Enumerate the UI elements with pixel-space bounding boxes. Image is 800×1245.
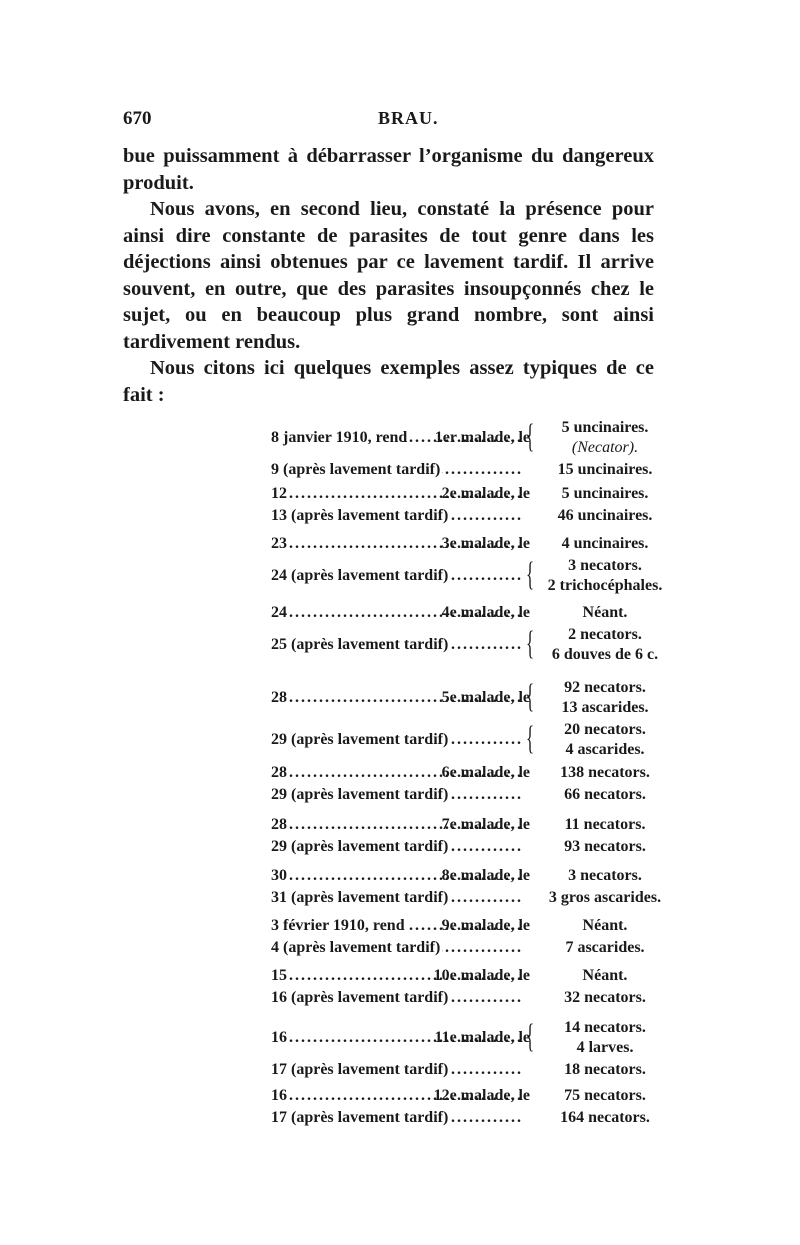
case-date-text: 8 janvier 1910, rend (271, 429, 408, 446)
case-result: Néant. (582, 917, 628, 934)
case-date-first (271, 815, 526, 835)
case-result: Néant. (582, 604, 628, 621)
case-patient: 3e malade, le (441, 535, 530, 552)
case-date-second (271, 988, 526, 1008)
case-date-first (271, 428, 526, 448)
case-result: 66 necators. (564, 786, 646, 803)
case-patient: 10e malade, le (433, 967, 530, 984)
case-date-first (271, 603, 526, 623)
case-result: 2 trichocéphales. (547, 577, 663, 594)
case-date-first (271, 1028, 526, 1048)
case-patient: 5e malade, le (441, 689, 530, 706)
paragraph-1: bue puissamment à débarrasser l’organisme du dangereux produit. (123, 145, 654, 194)
case-patient: 1er malade, le (434, 429, 530, 446)
case-date-text: 24 (271, 604, 287, 621)
case-date-second (271, 635, 526, 655)
case-patient: 7e malade, le (441, 816, 530, 833)
case-result: 20 necators. (564, 721, 646, 738)
page-number: 670 (123, 108, 152, 129)
case-date-text: 16 (271, 1087, 287, 1104)
case-date-text: 3 février 1910, rend (271, 917, 405, 934)
case-date-text: 24 (après lavement tardif) (271, 567, 449, 584)
case-date-text: 17 (après lavement tardif) (271, 1061, 449, 1078)
case-date-text: 29 (après lavement tardif) (271, 838, 449, 855)
paragraph-2: Nous avons, en second lieu, constaté la présence pour ainsi dire constante de parasites de tout genre dans les déjections ainsi obtenues par ce lavement tardif. Il arrive souvent, en outre, que des parasites insoupçonnés chez le sujet, ou en beaucoup plus grand nombre, sont ainsi tardivement rendus. (123, 198, 654, 353)
case-result: (Necator). (571, 439, 639, 456)
case-result: 6 douves de 6 c. (551, 646, 659, 663)
case-patient: 4e malade, le (441, 604, 530, 621)
case-date-second (271, 785, 526, 805)
case-date-second (271, 460, 526, 480)
case-date-first (271, 916, 526, 936)
case-result: 18 necators. (564, 1061, 646, 1078)
case-patient: 12e malade, le (433, 1087, 530, 1104)
case-date-first (271, 966, 526, 986)
case-date-second (271, 566, 526, 586)
case-date-second (271, 1060, 526, 1080)
case-result: 14 necators. (564, 1019, 646, 1036)
case-date-first (271, 763, 526, 783)
case-result: 164 necators. (560, 1109, 650, 1126)
case-date-first (271, 484, 526, 504)
case-result: 92 necators. (564, 679, 646, 696)
case-date-text: 23 (271, 535, 287, 552)
case-date-text: 30 (271, 867, 287, 884)
case-result: 75 necators. (564, 1087, 646, 1104)
case-patient: 11e malade, le (434, 1029, 530, 1046)
case-date-text: 29 (après lavement tardif) (271, 731, 449, 748)
case-date-text: 31 (après lavement tardif) (271, 889, 449, 906)
case-result: 5 uncinaires. (561, 419, 649, 436)
case-date-text: 13 (après lavement tardif) (271, 507, 449, 524)
case-date-first (271, 688, 526, 708)
case-result: 138 necators. (560, 764, 650, 781)
brace-mark: { (526, 678, 535, 715)
paragraph-3: Nous citons ici quelques exemples assez typiques de ce fait : (123, 357, 654, 406)
case-result: 3 necators. (568, 557, 642, 574)
case-date-second (271, 938, 526, 958)
brace-mark: { (526, 556, 535, 593)
case-date-second (271, 506, 526, 526)
case-date-second (271, 888, 526, 908)
brace-mark: { (526, 720, 535, 757)
case-result: 11 necators. (564, 816, 646, 833)
case-date-first (271, 866, 526, 886)
case-result: 46 uncinaires. (557, 507, 653, 524)
case-result: 5 uncinaires. (561, 485, 649, 502)
running-head: BRAU. (378, 108, 439, 128)
case-result: 7 ascarides. (565, 939, 645, 956)
case-date-first (271, 1086, 526, 1106)
case-date-text: 28 (271, 689, 287, 706)
case-patient: 8e malade, le (441, 867, 530, 884)
brace-mark: { (526, 418, 535, 455)
case-patient: 9e malade, le (441, 917, 530, 934)
case-result: 3 gros ascarides. (548, 889, 662, 906)
case-result: 4 larves. (576, 1039, 634, 1056)
case-date-text: 15 (271, 967, 287, 984)
case-date-text: 17 (après lavement tardif) (271, 1109, 449, 1126)
case-date-text: 16 (271, 1029, 287, 1046)
case-result: 32 necators. (564, 989, 646, 1006)
case-result: 4 uncinaires. (561, 535, 649, 552)
case-date-text: 12 (271, 485, 287, 502)
case-result: Néant. (582, 967, 628, 984)
case-date-text: 9 (après lavement tardif) (271, 461, 441, 478)
case-result: 93 necators. (564, 838, 646, 855)
case-result: 15 uncinaires. (557, 461, 653, 478)
case-patient: 6e malade, le (441, 764, 530, 781)
case-date-second (271, 837, 526, 857)
case-date-text: 4 (après lavement tardif) (271, 939, 441, 956)
case-date-second (271, 1108, 526, 1128)
case-result: 13 ascarides. (561, 699, 649, 716)
brace-mark: { (526, 625, 535, 662)
case-date-text: 16 (après lavement tardif) (271, 989, 449, 1006)
case-result: 4 ascarides. (565, 741, 645, 758)
case-date-text: 29 (après lavement tardif) (271, 786, 449, 803)
case-result: 2 necators. (568, 626, 642, 643)
case-date-first (271, 534, 526, 554)
case-date-second (271, 730, 526, 750)
case-date-text: 28 (271, 764, 287, 781)
case-date-text: 25 (après lavement tardif) (271, 636, 449, 653)
brace-mark: { (526, 1018, 535, 1055)
case-result: 3 necators. (568, 867, 642, 884)
case-patient: 2e malade, le (441, 485, 530, 502)
case-date-text: 28 (271, 816, 287, 833)
